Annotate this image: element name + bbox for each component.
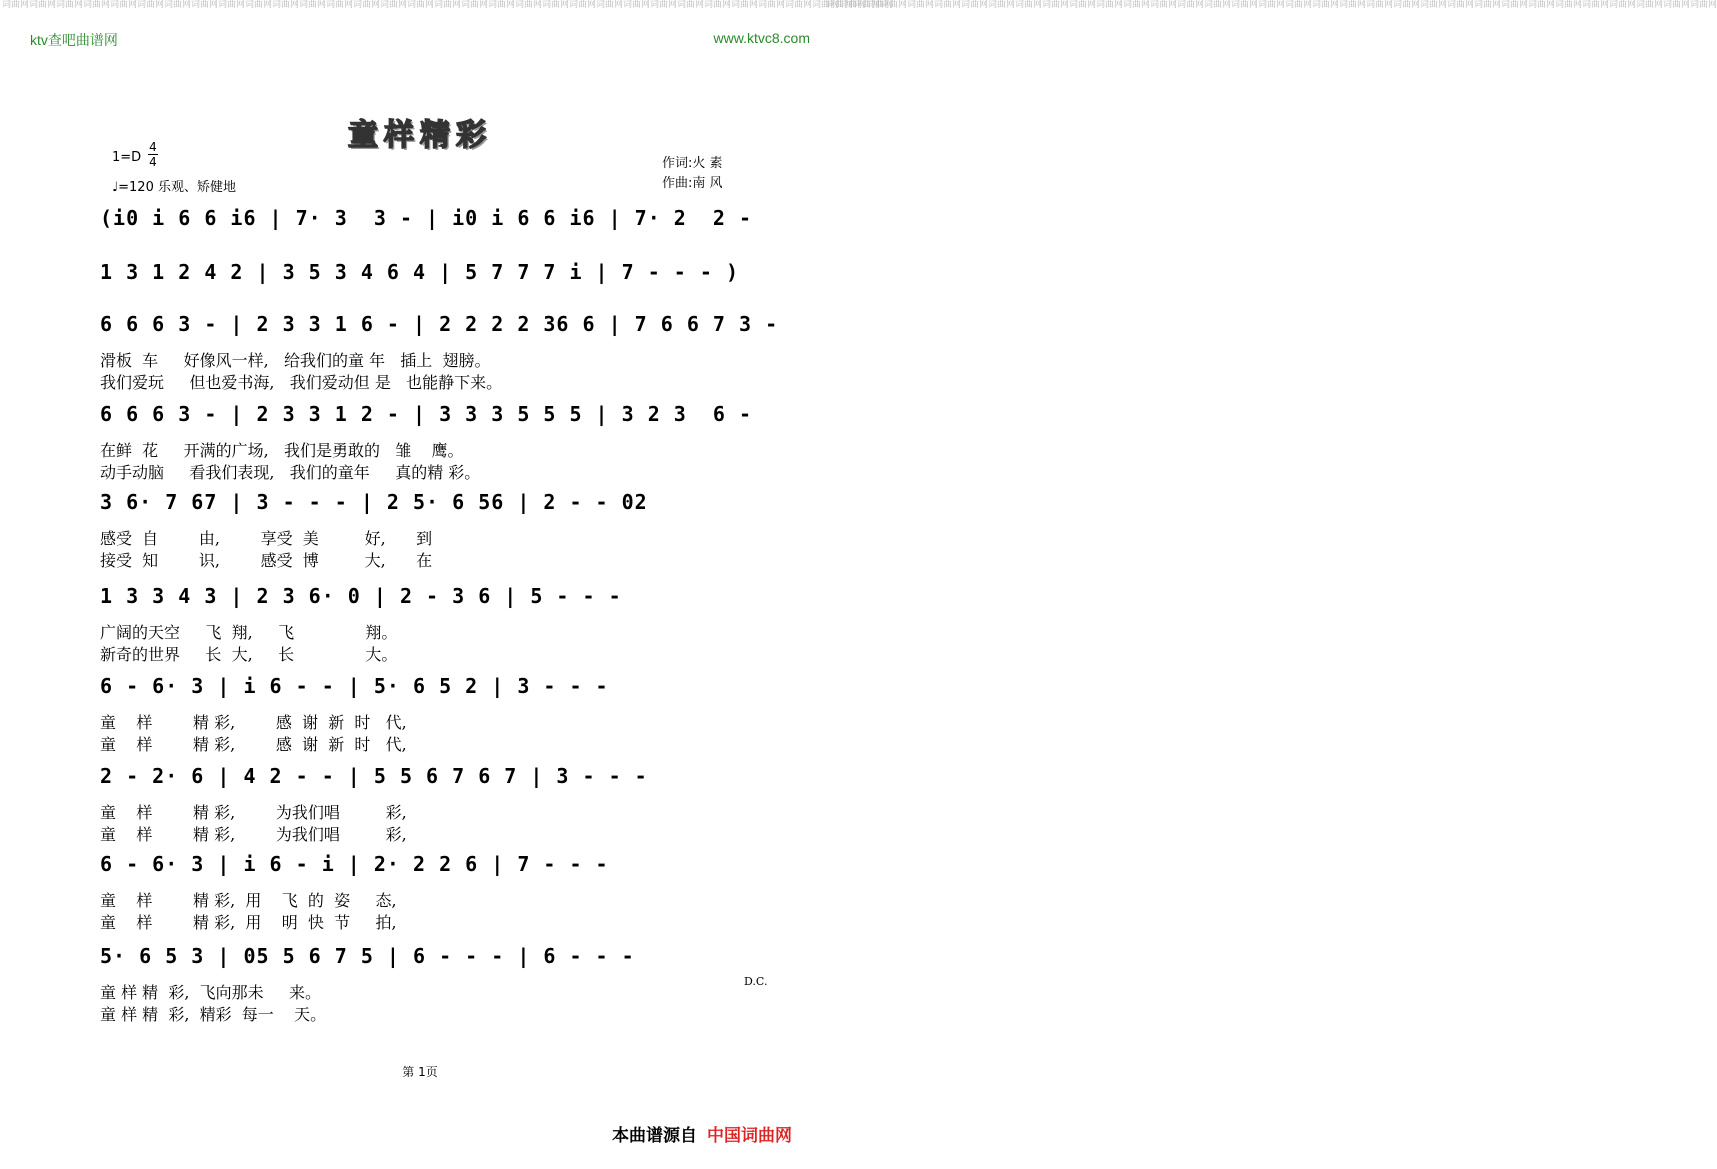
composer-credit: 作曲:南 风 (662, 176, 723, 191)
side-watermark-right: 词曲网词曲网词曲网词曲网词曲网词曲网词曲网词曲网词曲网词曲网词曲网词曲网词曲网词曲网词曲网词曲网词曲网词曲网词曲网词曲网词曲网词曲网词曲网词曲网词曲网词曲网词曲网词曲网词曲网词曲网词曲网词曲网词曲网 (826, 0, 1717, 10)
lyric-verse-1: 滑板 车 好像风一样, 给我们的童 年 插上 翅膀。 (100, 351, 491, 370)
notation: 6 6 6 3 - | 2 3 3 1 6 - | 2 2 2 2 36 6 | 7 6 6 7 3 - (100, 312, 779, 336)
notation: 1 3 3 4 3 | 2 3 6· 0 | 2 - 3 6 | 5 - - - (100, 584, 622, 608)
lyric-verse-2: 童 样 精 彩, 用 明 快 节 拍, (100, 913, 397, 932)
lyric-verse-1: 广阔的天空 飞 翔, 飞 翔。 (100, 623, 398, 642)
lyric-verse-2: 童 样 精 彩, 感 谢 新 时 代, (100, 735, 407, 754)
notation: 6 - 6· 3 | i 6 - i | 2· 2 2 6 | 7 - - - (100, 852, 609, 876)
song-title: 童样精彩 (348, 118, 492, 153)
notation: (i0 i 6 6 i6 | 7· 3 3 - | i0 i 6 6 i6 | 7· 2 2 - (100, 206, 753, 230)
notation: 6 - 6· 3 | i 6 - - | 5· 6 5 2 | 3 - - - (100, 674, 609, 698)
lyric-verse-2: 接受 知 识, 感受 博 大, 在 (100, 551, 433, 570)
notation: 5· 6 5 3 | 05 5 6 7 5 | 6 - - - | 6 - - - (100, 944, 635, 968)
page-number: 第 1页 (402, 1065, 438, 1079)
key-signature: 1=D (112, 150, 142, 165)
time-sig-bottom: 4 (149, 155, 157, 169)
lyric-verse-1: 感受 自 由, 享受 美 好, 到 (100, 529, 433, 548)
lyric-verse-1: 童 样 精 彩, 飞向那未 来。 (100, 983, 322, 1002)
lyric-verse-2: 我们爱玩 但也爱书海, 我们爱动但 是 也能静下来。 (100, 373, 503, 392)
site-url-header[interactable]: www.ktvc8.com (713, 30, 810, 46)
time-sig-top: 4 (149, 140, 157, 154)
lyric-verse-2: 动手动脑 看我们表现, 我们的童年 真的精 彩。 (100, 463, 481, 482)
lyric-verse-2: 新奇的世界 长 大, 长 大。 (100, 645, 398, 664)
side-watermark-left: 词曲网词曲网词曲网词曲网词曲网词曲网词曲网词曲网词曲网词曲网词曲网词曲网词曲网词曲网词曲网词曲网词曲网词曲网词曲网词曲网词曲网词曲网词曲网词曲网词曲网词曲网词曲网词曲网词曲网词曲网词曲网词曲网词曲网 (2, 0, 894, 10)
source-brand-link[interactable]: 中国词曲网 (707, 1126, 792, 1146)
lyric-verse-1: 童 样 精 彩, 感 谢 新 时 代, (100, 713, 407, 732)
lyric-verse-2: 童 样 精 彩, 精彩 每一 天。 (100, 1005, 327, 1024)
site-name-header[interactable]: ktv查吧曲谱网 (30, 32, 118, 48)
source-credit (612, 1121, 792, 1146)
notation: 3 6· 7 67 | 3 - - - | 2 5· 6 56 | 2 - - 02 (100, 490, 648, 514)
lyricist-credit: 作词:火 素 (662, 156, 723, 171)
lyric-verse-1: 童 样 精 彩, 为我们唱 彩, (100, 803, 407, 822)
notation: 1 3 1 2 4 2 | 3 5 3 4 6 4 | 5 7 7 7 i | 7 - - - ) (100, 260, 740, 284)
notation: 6 6 6 3 - | 2 3 3 1 2 - | 3 3 3 5 5 5 | 3 2 3 6 - (100, 402, 753, 426)
source-label: 本曲谱源自 (612, 1126, 697, 1146)
lyric-verse-2: 童 样 精 彩, 为我们唱 彩, (100, 825, 407, 844)
notation: 2 - 2· 6 | 4 2 - - | 5 5 6 7 6 7 | 3 - - - (100, 764, 648, 788)
da-capo-mark: D.C. (744, 975, 768, 988)
lyric-verse-1: 童 样 精 彩, 用 飞 的 姿 态, (100, 891, 397, 910)
time-signature (148, 140, 158, 169)
tempo-marking: ♩=120 乐观、矫健地 (112, 180, 236, 195)
lyric-verse-1: 在鲜 花 开满的广场, 我们是勇敢的 雏 鹰。 (100, 441, 464, 460)
